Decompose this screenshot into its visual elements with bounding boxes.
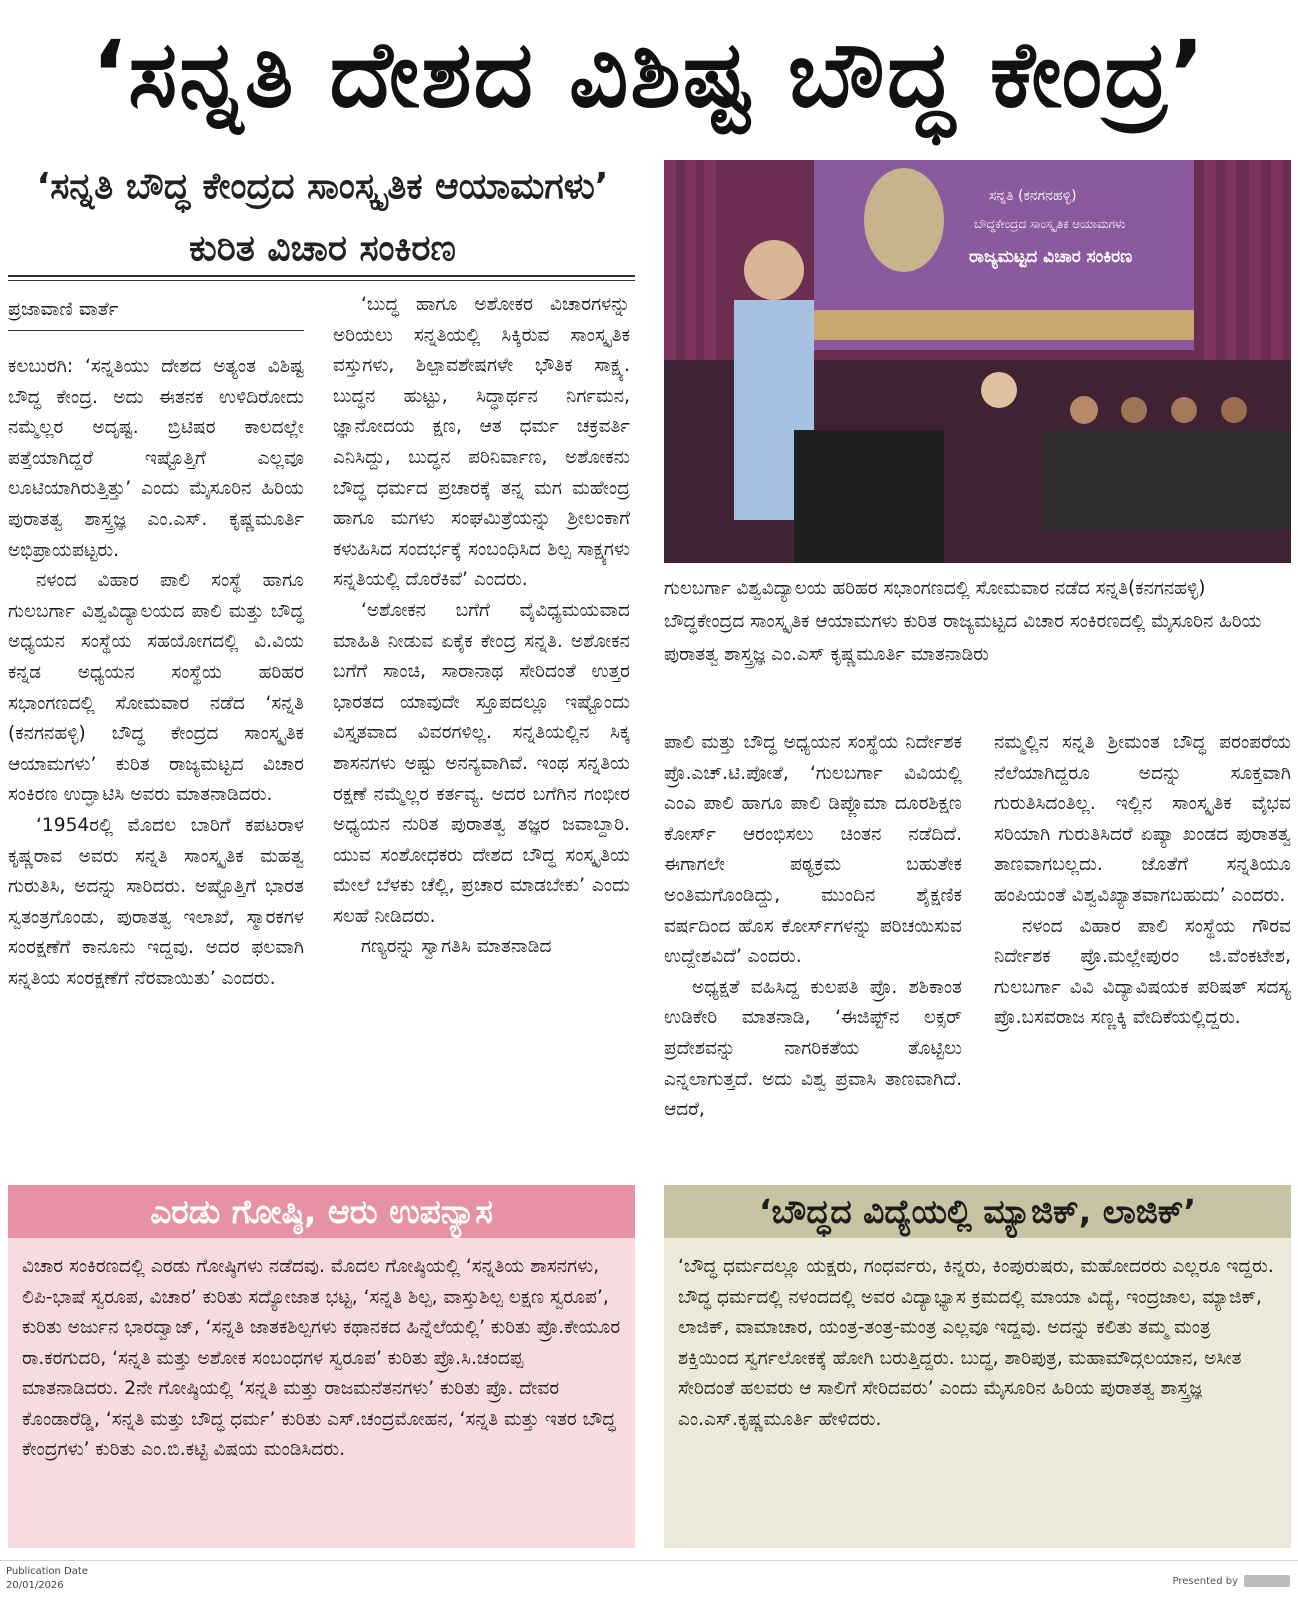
paragraph: ನಮ್ಮಲ್ಲಿನ ಸನ್ನತಿ ಶ್ರೀಮಂತ ಬೌದ್ಧ ಪರಂಪರೆಯ ನೆಲೆಯಾಗಿದ್ದರೂ ಅದನ್ನು ಸೂಕ್ತವಾಗಿ ಗುರುತಿಸಿದಂತಿಲ್ಲ. ಇಲ್ಲಿನ ಸಾಂಸ್ಕೃತಿಕ ವೈಭವ ಸರಿಯಾಗಿ ಗುರುತಿಸಿದರೆ ಏಷ್ಯಾ ಖಂಡದ ಪುರಾತತ್ವ ತಾಣವಾಗಬಲ್ಲದು. ಜೊತೆಗೆ ಸನ್ನತಿಯೂ ಹಂಪಿಯಂತೆ ವಿಶ್ವವಿಖ್ಯಾತವಾಗಬಹುದು’ ಎಂದರು. bbox=[994, 732, 1291, 906]
presented-by bbox=[1173, 1575, 1290, 1587]
subheadline-rule bbox=[8, 275, 635, 281]
paragraph: ‘1954ರಲ್ಲಿ ಮೊದಲ ಬಾರಿಗೆ ಕಪಟರಾಳ ಕೃಷ್ಣರಾವ ಅವರು ಸನ್ನತಿ ಸಾಂಸ್ಕೃತಿಕ ಮಹತ್ವ ಗುರುತಿಸಿ, ಅದನ್ನು ಸಾರಿದರು. ಅಷ್ಟೊತ್ತಿಗೆ ಭಾರತ ಸ್ವತಂತ್ರಗೊಂಡು, ಪುರಾತತ್ವ ಇಲಾಖೆ, ಸ್ಮಾರಕಗಳ ಸಂರಕ್ಷಣೆಗೆ ಕಾನೂನು ಇದ್ದವು. ಅದರ ಫಲವಾಗಿ ಸನ್ನತಿಯ ಸಂರಕ್ಷಣೆಗೆ ನೆರವಾಯಿತು’ ಎಂದರು. bbox=[8, 814, 304, 989]
article-column-3 bbox=[664, 728, 962, 1162]
sidebar-box-title: ಎರಡು ಗೋಷ್ಠಿ, ಆರು ಉಪನ್ಯಾಸ bbox=[8, 1185, 635, 1238]
banner-line-1: ಸನ್ನತಿ (ಕನಗನಹಳ್ಳಿ) bbox=[989, 188, 1077, 204]
event-photo bbox=[664, 160, 1291, 563]
publisher-logo-icon bbox=[1244, 1575, 1290, 1587]
paragraph: ಪಾಲಿ ಮತ್ತು ಬೌದ್ಧ ಅಧ್ಯಯನ ಸಂಸ್ಥೆಯ ನಿರ್ದೇಶಕ ಪ್ರೊ.ಎಚ್.ಟಿ.ಪೋತೆ, ‘ಗುಲಬರ್ಗಾ ವಿವಿಯಲ್ಲಿ ಎಂಎ ಪಾಲಿ ಹಾಗೂ ಪಾಲಿ ಡಿಪ್ಲೊಮಾ ದೂರಶಿಕ್ಷಣ ಕೋರ್ಸ್ ಆರಂಭಿಸಲು ಚಿಂತನ ನಡೆದಿದೆ. ಈಗಾಗಲೇ ಪಠ್ಯಕ್ರಮ ಬಹುತೇಕ ಅಂತಿಮಗೊಂಡಿದ್ದು, ಮುಂದಿನ ಶೈಕ್ಷಣಿಕ ವರ್ಷದಿಂದ ಹೊಸ ಕೋರ್ಸ್‌ಗಳನ್ನು ಪರಿಚಯಿಸುವ ಉದ್ದೇಶವಿದೆ’ ಎಂದರು. bbox=[664, 732, 962, 968]
photo-caption: ಗುಲಬರ್ಗಾ ವಿಶ್ವವಿದ್ಯಾಲಯ ಹರಿಹರ ಸಭಾಂಗಣದಲ್ಲಿ ಸೋಮವಾರ ನಡೆದ ಸನ್ನತಿ(ಕನಗನಹಳ್ಳಿ) ಬೌದ್ಧಕೇಂದ್ರದ ಸಾಂಸ್ಕೃತಿಕ ಆಯಾಮಗಳು ಕುರಿತ ರಾಜ್ಯಮಟ್ಟದ ವಿಚಾರ ಸಂಕಿರಣದಲ್ಲಿ ಮೈಸೂರಿನ ಹಿರಿಯ ಪುರಾತತ್ವ ಶಾಸ್ತ್ರಜ್ಞ ಎಂ.ಎಸ್ ಕೃಷ್ಣಮೂರ್ತಿ ಮಾತನಾಡಿರು bbox=[664, 578, 1262, 665]
lectern bbox=[794, 430, 944, 563]
paragraph: ‘ಅಶೋಕನ ಬಗೆಗೆ ವೈವಿಧ್ಯಮಯವಾದ ಮಾಹಿತಿ ನೀಡುವ ಏಕೈಕ ಕೇಂದ್ರ ಸನ್ನತಿ. ಅಶೋಕನ ಬಗೆಗೆ ಸಾಂಚಿ, ಸಾರಾನಾಥ ಸೇರಿದಂತೆ ಉತ್ತರ ಭಾರತದ ಯಾವುದೇ ಸ್ತೂಪದಲ್ಲೂ ಇಷ್ಟೊಂದು ವಿಸ್ತೃತವಾದ ವಿವರಗಳಿಲ್ಲ. ಸನ್ನತಿಯಲ್ಲಿನ ಸಿಕ್ಕ ಶಾಸನಗಳು ಅಷ್ಟು ಅನನ್ಯವಾಗಿವೆ. ಇಂಥ ಸನ್ನತಿಯ ರಕ್ಷಣೆ ನಮ್ಮೆಲ್ಲರ ಕರ್ತವ್ಯ. ಅದರ ಬಗೆಗಿನ ಗಂಭೀರ ಅಧ್ಯಯನ ನುರಿತ ಪುರಾತತ್ವ ತಜ್ಞರ ಜವಾಬ್ದಾರಿ. ಯುವ ಸಂಶೋಧಕರು ದೇಶದ ಬೌದ್ಧ ಸಂಸ್ಕೃತಿಯ ಮೇಲೆ ಬೆಳಕು ಚೆಲ್ಲಿ, ಪ್ರಚಾರ ಮಾಡಬೇಕು’ ಎಂದು ಸಲಹೆ ನೀಡಿದರು. bbox=[333, 599, 630, 927]
publication-date: 20/01/2026 bbox=[6, 1580, 64, 1591]
byline: ಪ್ರಜಾವಾಣಿ ವಾರ್ತೆ bbox=[8, 298, 304, 331]
sidebar-box-sessions bbox=[8, 1185, 635, 1548]
paragraph: ಕಲಬುರಗಿ: ‘ಸನ್ನತಿಯು ದೇಶದ ಅತ್ಯಂತ ವಿಶಿಷ್ಟ ಬೌದ್ಧ ಕೇಂದ್ರ. ಅದು ಈತನಕ ಉಳಿದಿರೋದು ನಮ್ಮೆಲ್ಲರ ಅದೃಷ್ಟ. ಬ್ರಿಟಿಷರ ಕಾಲದಲ್ಲೇ ಪತ್ತೆಯಾಗಿದ್ದರೆ ಇಷ್ಟೊತ್ತಿಗೆ ಎಲ್ಲವೂ ಲೂಟಿಯಾಗಿರುತ್ತಿತ್ತು’ ಎಂದು ಮೈಸೂರಿನ ಹಿರಿಯ ಪುರಾತತ್ವ ಶಾಸ್ತ್ರಜ್ಞ ಎಂ.ಎಸ್. ಕೃಷ್ಣಮೂರ್ತಿ ಅಭಿಪ್ರಾಯಪಟ್ಟರು. bbox=[8, 356, 304, 561]
banner-line-2: ಬೌದ್ಧಕೇಂದ್ರದ ಸಾಂಸ್ಕೃತಿಕ ಆಯಾಮಗಳು bbox=[974, 217, 1126, 231]
footer-divider bbox=[0, 1560, 1298, 1561]
banner-line-3: ರಾಜ್ಯಮಟ್ಟದ ವಿಚಾರ ಸಂಕಿರಣ bbox=[969, 247, 1133, 267]
subheadline: ‘ಸನ್ನತಿ ಬೌದ್ಧ ಕೇಂದ್ರದ ಸಾಂಸ್ಕೃತಿಕ ಆಯಾಮಗಳು’ ಕುರಿತ ವಿಚಾರ ಸಂಕಿರಣ bbox=[36, 166, 609, 269]
paragraph: ಅಧ್ಯಕ್ಷತೆ ವಹಿಸಿದ್ದ ಕುಲಪತಿ ಪ್ರೊ. ಶಶಿಕಾಂತ ಉಡಿಕೇರಿ ಮಾತನಾಡಿ, ‘ಈಜಿಪ್ಟ್‌ನ ಲಕ್ಸರ್ ಪ್ರದೇಶವನ್ನು ನಾಗರಿಕತೆಯ ತೊಟ್ಟಿಲು ಎನ್ನಲಾಗುತ್ತದೆ. ಅದು ವಿಶ್ವ ಪ್ರವಾಸಿ ತಾಣವಾಗಿದೆ. ಆದರೆ, bbox=[664, 976, 962, 1121]
article-column-1 bbox=[8, 352, 304, 1162]
sidebar-box-title: ‘ಬೌದ್ಧದ ವಿದ್ಯೆಯಲ್ಲಿ ಮ್ಯಾಜಿಕ್, ಲಾಜಿಕ್’ bbox=[664, 1185, 1291, 1238]
paragraph: ನಳಂದ ವಿಹಾರ ಪಾಲಿ ಸಂಸ್ಥೆಯ ಗೌರವ ನಿರ್ದೇಶಕ ಪ್ರೊ.ಮಲ್ಲೇಪುರಂ ಜಿ.ವೆಂಕಟೇಶ, ಗುಲಬರ್ಗಾ ವಿವಿ ವಿದ್ಯಾವಿಷಯಕ ಪರಿಷತ್ ಸದಸ್ಯ ಪ್ರೊ.ಬಸವರಾಜ ಸಣ್ಣಕ್ಕಿ ವೇದಿಕೆಯಲ್ಲಿದ್ದರು. bbox=[994, 915, 1291, 1029]
sidebar-box-magic-logic bbox=[664, 1185, 1291, 1548]
paragraph: ನಳಂದ ವಿಹಾರ ಪಾಲಿ ಸಂಸ್ಥೆ ಹಾಗೂ ಗುಲಬರ್ಗಾ ವಿಶ್ವವಿದ್ಯಾಲಯದ ಪಾಲಿ ಮತ್ತು ಬೌದ್ಧ ಅಧ್ಯಯನ ಸಂಸ್ಥೆಯ ಸಹಯೋಗದಲ್ಲಿ ವಿ.ವಿಯ ಕನ್ನಡ ಅಧ್ಯಯನ ಸಂಸ್ಥೆಯ ಹರಿಹರ ಸಭಾಂಗಣದಲ್ಲಿ ಸೋಮವಾರ ನಡೆದ ‘ಸನ್ನತಿ (ಕನಗನಹಳ್ಳಿ) ಬೌದ್ಧ ಕೇಂದ್ರದ ಸಾಂಸ್ಕೃತಿಕ ಆಯಾಮಗಳು’ ಕುರಿತ ರಾಜ್ಯಮಟ್ಟದ ವಿಚಾರ ಸಂಕಿರಣ ಉದ್ಘಾಟಿಸಿ ಅವರು ಮಾತನಾಡಿದರು. bbox=[8, 570, 304, 806]
paragraph: ‘ಬುದ್ಧ ಹಾಗೂ ಅಶೋಕರ ವಿಚಾರಗಳನ್ನು ಅರಿಯಲು ಸನ್ನತಿಯಲ್ಲಿ ಸಿಕ್ಕಿರುವ ಸಾಂಸ್ಕೃತಿಕ ವಸ್ತುಗಳು, ಶಿಲ್ಪಾವಶೇಷಗಳೇ ಭೌತಿಕ ಸಾಕ್ಷ್ಯ. ಬುದ್ಧನ ಹುಟ್ಟು, ಸಿದ್ಧಾರ್ಥನ ನಿರ್ಗಮನ, ಜ್ಞಾನೋದಯ ಕ್ಷಣ, ಆತ ಧರ್ಮ ಚಕ್ರವರ್ತಿ ಎನಿಸಿದ್ದು, ಬುದ್ಧನ ಪರಿನಿರ್ವಾಣ, ಅಶೋಕನು ಬೌದ್ಧ ಧರ್ಮದ ಪ್ರಚಾರಕ್ಕೆ ತನ್ನ ಮಗ ಮಹೇಂದ್ರ ಹಾಗೂ ಮಗಳು ಸಂಘಮಿತ್ರೆಯನ್ನು ಶ್ರೀಲಂಕಾಗೆ ಕಳುಹಿಸಿದ ಸಂದರ್ಭಕ್ಕೆ ಸಂಬಂಧಿಸಿದ ಶಿಲ್ಪ ಸಾಕ್ಷ್ಯಗಳು ಸನ್ನತಿಯಲ್ಲಿ ದೊರೆಕಿವೆ’ ಎಂದರು. bbox=[333, 294, 630, 591]
article-column-2 bbox=[333, 290, 630, 1162]
paragraph: ಗಣ್ಯರನ್ನು ಸ್ವಾಗತಿಸಿ ಮಾತನಾಡಿದ bbox=[361, 936, 552, 958]
sidebar-box-body: ವಿಚಾರ ಸಂಕಿರಣದಲ್ಲಿ ಎರಡು ಗೋಷ್ಠಿಗಳು ನಡೆದವು. ಮೊದಲ ಗೋಷ್ಠಿಯಲ್ಲಿ ‘ಸನ್ನತಿಯ ಶಾಸನಗಳು, ಲಿಪಿ-ಭಾಷೆ ಸ್ವರೂಪ, ವಿಚಾರ’ ಕುರಿತು ಸದ್ಯೋಜಾತ ಭಟ್ಟ, ‘ಸನ್ನತಿ ಶಿಲ್ಪ, ವಾಸ್ತುಶಿಲ್ಪ ಲಕ್ಷಣ ಸ್ವರೂಪ’, ಕುರಿತು ಅರ್ಜುನ ಭಾರದ್ವಾಜ್, ‘ಸನ್ನತಿ ಜಾತಕಶಿಲ್ಪಗಳು ಕಥಾನಕದ ಹಿನ್ನೆಲೆಯಲ್ಲಿ’ ಕುರಿತು ಪ್ರೊ.ಕೇಯೂರ ರಾ.ಕರಗುದರಿ, ‘ಸನ್ನತಿ ಮತ್ತು ಅಶೋಕ ಸಂಬಂಧಗಳ ಸ್ವರೂಪ’ ಕುರಿತು ಪ್ರೊ.ಸಿ.ಚಂದಪ್ಪ ಮಾತನಾಡಿದರು. 2ನೇ ಗೋಷ್ಠಿಯಲ್ಲಿ ‘ಸನ್ನತಿ ಮತ್ತು ರಾಜಮನೆತನಗಳು’ ಕುರಿತು ಪ್ರೊ. ದೇವರ ಕೊಂಡಾರೆಡ್ಡಿ, ‘ಸನ್ನತಿ ಮತ್ತು ಬೌದ್ಧ ಧರ್ಮ’ ಕುರಿತು ಎಸ್.ಚಂದ್ರಮೋಹನ, ‘ಸನ್ನತಿ ಮತ್ತು ಇತರ ಬೌದ್ಧ ಕೇಂದ್ರಗಳು’ ಕುರಿತು ಎಂ.ಬಿ.ಕಟ್ಟಿ ವಿಷಯ ಮಂಡಿಸಿದರು. bbox=[22, 1256, 621, 1460]
headline: ‘ಸನ್ನತಿ ದೇಶದ ವಿಶಿಷ್ಟ ಬೌದ್ಧ ಕೇಂದ್ರ’ bbox=[91, 20, 1207, 128]
buddha-face bbox=[864, 168, 944, 272]
publication-date-label: Publication Date bbox=[6, 1566, 88, 1577]
presented-by-label: Presented by bbox=[1172, 1575, 1238, 1587]
sidebar-box-body: ‘ಬೌದ್ಧ ಧರ್ಮದಲ್ಲೂ ಯಕ್ಷರು, ಗಂಧರ್ವರು, ಕಿನ್ನರು, ಕಿಂಪುರುಷರು, ಮಹೋದರರು ಎಲ್ಲರೂ ಇದ್ದರು. ಬೌದ್ಧ ಧರ್ಮದಲ್ಲಿ ನಳಂದದಲ್ಲಿ ಅವರ ವಿದ್ಯಾಭ್ಯಾಸ ಕ್ರಮದಲ್ಲಿ ಮಾಯಾ ವಿದ್ಯೆ, ಇಂದ್ರಜಾಲ, ಮ್ಯಾಜಿಕ್, ಲಾಜಿಕ್, ವಾಮಾಚಾರ, ಯಂತ್ರ-ತಂತ್ರ-ಮಂತ್ರ ಎಲ್ಲವೂ ಇದ್ದವು. ಅದನ್ನು ಕಲಿತು ತಮ್ಮ ಮಂತ್ರ ಶಕ್ತಿಯಿಂದ ಸ್ವರ್ಗಲೋಕಕ್ಕೆ ಹೋಗಿ ಬರುತ್ತಿದ್ದರು. ಬುದ್ಧ, ಶಾರಿಪುತ್ರ, ಮಹಾಮೌದ್ಗಲಯಾನ, ಅಸೀತ ಸೇರಿದಂತೆ ಹಲವರು ಆ ಸಾಲಿಗೆ ಸೇರಿದವರು’ ಎಂದು ಮೈಸೂರಿನ ಹಿರಿಯ ಪುರಾತತ್ವ ಶಾಸ್ತ್ರಜ್ಞ ಎಂ.ಎಸ್.ಕೃಷ್ಣಮೂರ್ತಿ ಹೇಳಿದರು. bbox=[678, 1256, 1274, 1430]
event-photo-illustration bbox=[664, 160, 1291, 563]
article-column-4 bbox=[994, 728, 1291, 1162]
